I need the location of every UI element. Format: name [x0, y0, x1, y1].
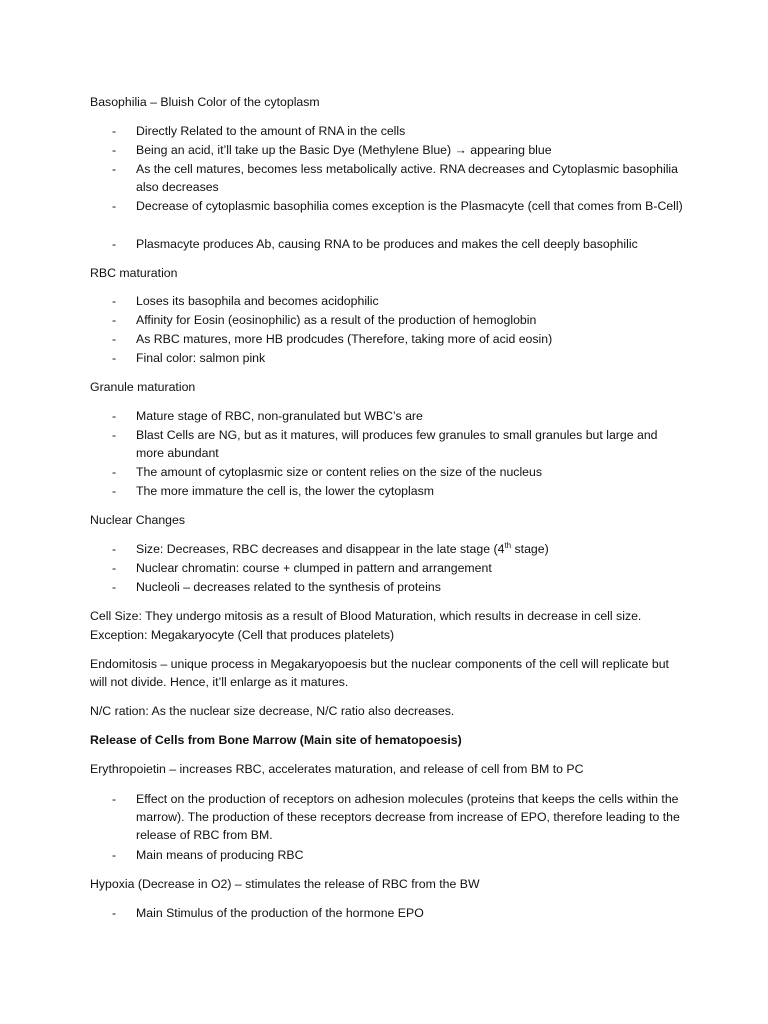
- list-item-text: Being an acid, it’ll take up the Basic Dye (Methylene Blue) → appearing blue: [136, 143, 552, 157]
- list-item-text: The more immature the cell is, the lower the cytoplasm: [136, 484, 434, 498]
- cell-size-line: Cell Size: They undergo mitosis as a result of Blood Maturation, which results in decrease in cell size.: [90, 609, 642, 623]
- list-item-text: The amount of cytoplasmic size or content relies on the size of the nucleus: [136, 465, 543, 479]
- bullet-dash: -: [112, 906, 117, 920]
- bullet-dash: -: [112, 313, 117, 327]
- bullet-dash: -: [112, 409, 117, 423]
- bullet-dash: -: [112, 294, 117, 308]
- bullet-dash: -: [112, 792, 117, 806]
- bullet-dash: -: [112, 542, 117, 556]
- bullet-dash: -: [112, 237, 117, 251]
- list-item-text: Decrease of cytoplasmic basophilia comes exception is the Plasmacyte (cell that comes from B-Cell): [136, 199, 683, 213]
- list-item-text: Main Stimulus of the production of the hormone EPO: [136, 906, 424, 920]
- bullet-dash: -: [112, 162, 117, 176]
- list-item-text: As RBC matures, more HB prodcudes (Therefore, taking more of acid eosin): [136, 332, 553, 346]
- release-heading: Release of Cells from Bone Marrow (Main site of hematopoesis): [90, 733, 462, 747]
- bullet-dash: -: [112, 124, 117, 138]
- list-item-text: Nucleoli – decreases related to the synthesis of proteins: [136, 580, 441, 594]
- nuclear-changes-heading: Nuclear Changes: [90, 513, 186, 527]
- erythropoietin-paragraph: Erythropoietin – increases RBC, accelerates maturation, and release of cell from BM to PC: [90, 762, 584, 776]
- list-item-text: [136, 540, 686, 558]
- list-item-text: As the cell matures, becomes less metabolically active. RNA decreases and Cytoplasmic basophilia also decreases: [136, 162, 678, 194]
- endomitosis-paragraph: Endomitosis – unique process in Megakaryopoesis but the nuclear components of the cell will replicate but will not divide. Hence, it’ll enlarge as it matures.: [90, 657, 669, 689]
- bullet-dash: -: [112, 484, 117, 498]
- hypoxia-paragraph: Hypoxia (Decrease in O2) – stimulates the release of RBC from the BW: [90, 877, 480, 891]
- list-item-text: Affinity for Eosin (eosinophilic) as a result of the production of hemoglobin: [136, 313, 537, 327]
- size-item-text: Size: Decreases, RBC decreases and disappear in the late stage (4: [136, 542, 505, 556]
- granule-maturation-heading: Granule maturation: [90, 380, 196, 394]
- bullet-dash: -: [112, 143, 117, 157]
- bullet-dash: -: [112, 465, 117, 479]
- bullet-dash: -: [112, 848, 117, 862]
- list-item-text: Final color: salmon pink: [136, 351, 266, 365]
- bullet-dash: -: [112, 580, 117, 594]
- list-item-text: Loses its basophila and becomes acidophilic: [136, 294, 379, 308]
- list-item-text: Directly Related to the amount of RNA in the cells: [136, 124, 406, 138]
- nc-ratio-paragraph: N/C ration: As the nuclear size decrease, N/C ratio also decreases.: [90, 704, 455, 718]
- list-item-text: Nuclear chromatin: course + clumped in pattern and arrangement: [136, 561, 492, 575]
- bullet-dash: -: [112, 561, 117, 575]
- basophilia-heading: Basophilia – Bluish Color of the cytoplasm: [90, 95, 320, 109]
- rbc-maturation-heading: RBC maturation: [90, 266, 178, 280]
- list-item-text: Plasmacyte produces Ab, causing RNA to be produces and makes the cell deeply basophilic: [136, 237, 638, 251]
- bullet-dash: -: [112, 332, 117, 346]
- bullet-dash: -: [112, 428, 117, 442]
- bullet-dash: -: [112, 199, 117, 213]
- list-item-text: Blast Cells are NG, but as it matures, will produces few granules to small granules but large and more abundant: [136, 428, 658, 460]
- list-item-text: Effect on the production of receptors on adhesion molecules (proteins that keeps the cells within the marrow). The production of these receptors decrease from increase of EPO, therefore leading to the release of RBC from BM.: [136, 792, 680, 842]
- exception-line: Exception: Megakaryocyte (Cell that produces platelets): [90, 628, 395, 642]
- list-item-text: Main means of producing RBC: [136, 848, 304, 862]
- list-item-text: Mature stage of RBC, non-granulated but WBC’s are: [136, 409, 423, 423]
- ordinal-suffix: th: [504, 540, 512, 550]
- bullet-dash: -: [112, 351, 117, 365]
- size-item-text-end: stage): [511, 542, 549, 556]
